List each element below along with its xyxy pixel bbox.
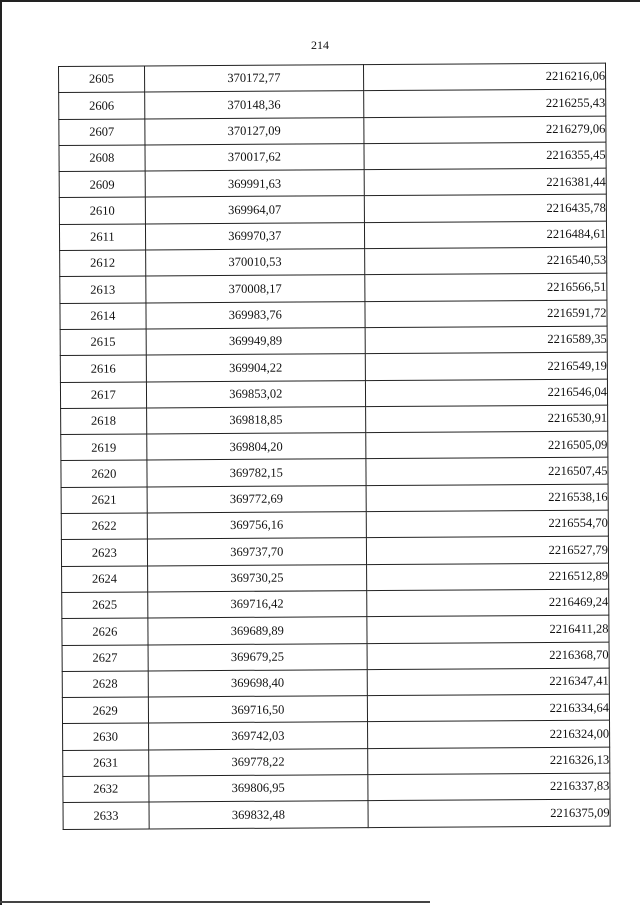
table-row [62,615,609,645]
x-coordinate-cell: 370148,36 [144,91,363,119]
x-coordinate-cell: 369689,89 [148,617,367,645]
table-row [59,195,606,225]
x-coordinate-cell: 369772,69 [147,485,366,513]
point-number-cell: 2632 [63,776,149,803]
x-coordinate-cell: 369949,89 [146,328,365,356]
point-number-cell: 2633 [63,802,149,829]
x-coordinate-cell: 370127,09 [145,117,364,145]
point-number-cell: 2621 [61,487,147,514]
x-coordinate-cell: 369806,95 [149,775,368,803]
table-row [59,89,606,119]
x-coordinate-cell: 369778,22 [148,748,367,776]
x-coordinate-cell: 369716,42 [147,591,366,619]
table-row [62,563,609,593]
y-coordinate-cell: 2216347,41 [367,668,609,696]
point-number-cell: 2608 [59,145,145,172]
x-coordinate-cell: 369964,07 [145,196,364,224]
y-coordinate-cell: 2216337,83 [368,773,610,801]
point-number-cell: 2628 [62,671,148,698]
table-row [62,694,609,724]
point-number-cell: 2611 [59,224,145,251]
y-coordinate-cell: 2216540,53 [365,247,607,275]
x-coordinate-cell: 369737,70 [147,538,366,566]
x-coordinate-cell: 370010,53 [145,249,364,277]
point-number-cell: 2624 [62,566,148,593]
x-coordinate-cell: 369991,63 [145,170,364,198]
x-coordinate-cell: 370017,62 [145,144,364,172]
scan-edge-left [0,0,2,905]
x-coordinate-cell: 369983,76 [146,301,365,329]
scan-edge-top [0,0,640,2]
y-coordinate-cell: 2216527,79 [366,536,608,564]
x-coordinate-cell: 369832,48 [149,801,368,829]
y-coordinate-cell: 2216591,72 [365,300,607,328]
table-row [63,773,610,803]
x-coordinate-cell: 369782,15 [147,459,366,487]
table-row [61,484,608,514]
y-coordinate-cell: 2216411,28 [367,615,609,643]
table-row [59,142,606,172]
point-number-cell: 2606 [59,92,145,119]
coordinates-table [58,63,611,830]
table-row [61,458,608,488]
y-coordinate-cell: 2216469,24 [367,589,609,617]
x-coordinate-cell: 369742,03 [148,722,367,750]
y-coordinate-cell: 2216355,45 [364,142,606,170]
x-coordinate-cell: 369853,02 [146,380,365,408]
point-number-cell: 2610 [59,197,145,224]
scan-edge-bottom [0,901,430,903]
x-coordinate-cell: 369904,22 [146,354,365,382]
x-coordinate-cell: 369679,25 [148,643,367,671]
x-coordinate-cell: 370172,77 [144,65,363,93]
table-row [59,63,606,93]
y-coordinate-cell: 2216538,16 [366,484,608,512]
y-coordinate-cell: 2216368,70 [367,642,609,670]
table-row [60,326,607,356]
point-number-cell: 2626 [62,618,148,645]
y-coordinate-cell: 2216324,00 [367,721,609,749]
point-number-cell: 2609 [59,171,145,198]
table-row [61,431,608,461]
point-number-cell: 2627 [62,644,148,671]
table-row [60,352,607,382]
y-coordinate-cell: 2216546,04 [365,379,607,407]
table-row [63,799,610,829]
y-coordinate-cell: 2216512,89 [366,563,608,591]
y-coordinate-cell: 2216326,13 [368,747,610,775]
y-coordinate-cell: 2216381,44 [364,168,606,196]
point-number-cell: 2618 [61,408,147,435]
table-row [59,168,606,198]
x-coordinate-cell: 370008,17 [145,275,364,303]
point-number-cell: 2625 [62,592,148,619]
table-row [61,405,608,435]
point-number-cell: 2630 [63,723,149,750]
x-coordinate-cell: 369698,40 [148,669,367,697]
table-row [60,379,607,409]
y-coordinate-cell: 2216589,35 [365,326,607,354]
coordinates-table-body [59,63,611,829]
y-coordinate-cell: 2216554,70 [366,510,608,538]
y-coordinate-cell: 2216255,43 [364,89,606,117]
x-coordinate-cell: 369818,85 [146,406,365,434]
page-number: 214 [311,38,329,52]
point-number-cell: 2614 [60,303,146,330]
table-row [63,747,610,777]
y-coordinate-cell: 2216507,45 [366,458,608,486]
point-number-cell: 2629 [62,697,148,724]
x-coordinate-cell: 369716,50 [148,696,367,724]
point-number-cell: 2617 [60,382,146,409]
point-number-cell: 2620 [61,460,147,487]
table-row [62,642,609,672]
table-row [61,536,608,566]
point-number-cell: 2612 [60,250,146,277]
table-row [61,510,608,540]
table-row [60,300,607,330]
point-number-cell: 2631 [63,750,149,777]
y-coordinate-cell: 2216216,06 [363,63,605,91]
table-row [60,274,607,304]
y-coordinate-cell: 2216549,19 [365,352,607,380]
x-coordinate-cell: 369756,16 [147,512,366,540]
y-coordinate-cell: 2216566,51 [365,274,607,302]
table-row [59,221,606,251]
x-coordinate-cell: 369804,20 [146,433,365,461]
point-number-cell: 2607 [59,119,145,146]
point-number-cell: 2605 [59,66,145,93]
table-row [59,116,606,146]
point-number-cell: 2619 [61,434,147,461]
y-coordinate-cell: 2216484,61 [364,221,606,249]
point-number-cell: 2613 [60,276,146,303]
y-coordinate-cell: 2216334,64 [367,694,609,722]
table-row [62,589,609,619]
point-number-cell: 2623 [61,539,147,566]
table-row [62,668,609,698]
y-coordinate-cell: 2216530,91 [365,405,607,433]
table-row [63,721,610,751]
point-number-cell: 2615 [60,329,146,356]
x-coordinate-cell: 369970,37 [145,222,364,250]
x-coordinate-cell: 369730,25 [147,564,366,592]
point-number-cell: 2616 [60,355,146,382]
table-row [60,247,607,277]
y-coordinate-cell: 2216279,06 [364,116,606,144]
y-coordinate-cell: 2216435,78 [364,195,606,223]
y-coordinate-cell: 2216505,09 [366,431,608,459]
y-coordinate-cell: 2216375,09 [368,799,610,827]
point-number-cell: 2622 [61,513,147,540]
